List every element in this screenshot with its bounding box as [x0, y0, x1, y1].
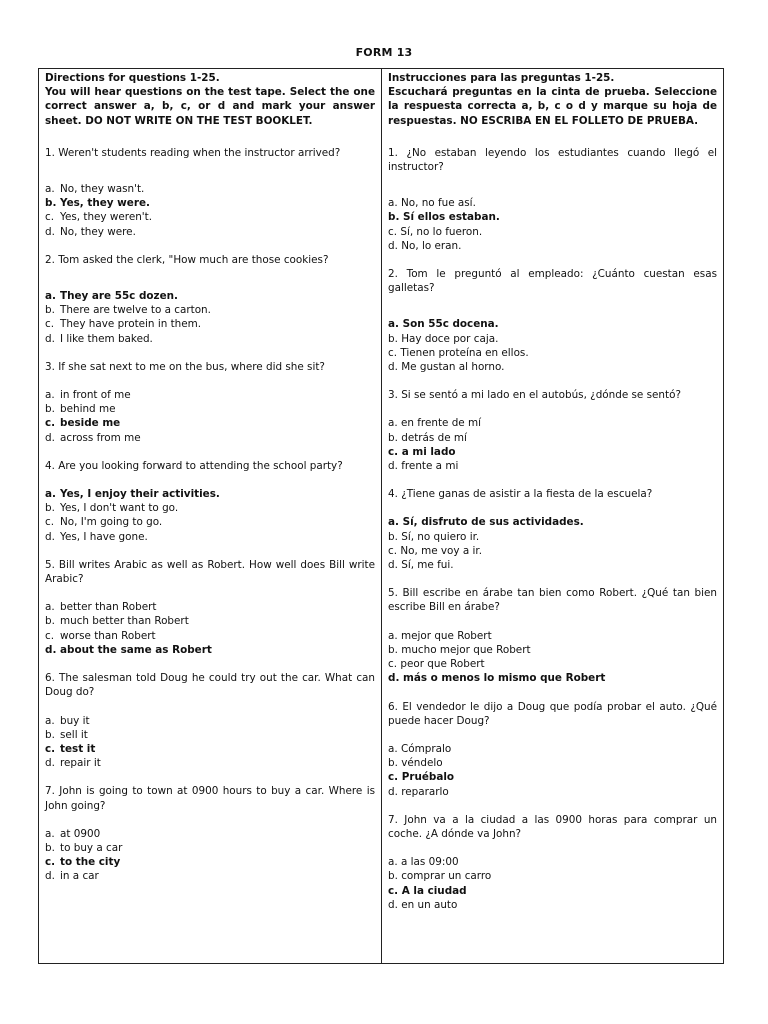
answer-option-b — [45, 614, 375, 628]
option-letter: b. — [45, 502, 55, 515]
option-letter: b. — [45, 197, 57, 210]
option-text: No, lo eran. — [401, 239, 462, 252]
option-letter: d. — [388, 898, 398, 911]
question-text: 2. Tom asked the clerk, "How much are those cookies? — [45, 253, 329, 266]
option-text: across from me — [60, 431, 141, 444]
option-text: buy it — [60, 714, 90, 727]
option-letter: b. — [388, 870, 398, 883]
answer-option-c — [45, 629, 375, 643]
answer-option-a — [45, 714, 375, 728]
option-letter: b. — [388, 431, 398, 444]
option-text: Cómpralo — [400, 742, 452, 755]
option-text: a las 09:00 — [400, 856, 459, 869]
answer-option-d — [388, 360, 717, 374]
answer-option-c — [388, 884, 717, 898]
answer-option-b — [388, 431, 717, 445]
option-text: Hay doce por caja. — [401, 332, 499, 345]
option-letter: c. — [45, 516, 55, 529]
directions-body: You will hear questions on the test tape. Select the one correct answer a, b, c, or d and mark your answer sheet. DO NOT WRITE ON THE TEST BOOKLET. — [45, 86, 375, 127]
answer-option-b — [45, 402, 375, 416]
option-letter: d. — [45, 870, 55, 883]
question-block — [45, 558, 375, 657]
english-directions — [45, 71, 375, 128]
option-letter: c. — [388, 225, 398, 238]
option-letter: d. — [388, 559, 398, 572]
option-letter: b. — [388, 643, 398, 656]
answer-option-a — [388, 742, 717, 756]
option-letter: b. — [45, 304, 55, 317]
option-letter: a. — [388, 197, 398, 210]
option-letter: a. — [388, 417, 398, 430]
option-letter: a. — [388, 856, 398, 869]
option-text: Sí, no quiero ir. — [401, 530, 480, 543]
answer-options — [388, 742, 717, 799]
question-text: 7. John va a la ciudad a las 0900 horas para comprar un coche. ¿A dónde va John? — [388, 813, 717, 840]
question-text: 4. ¿Tiene ganas de asistir a la fiesta de la escuela? — [388, 488, 653, 501]
option-text: No, they wasn't. — [60, 183, 145, 196]
answer-option-a — [45, 289, 375, 303]
option-text: better than Robert — [60, 601, 157, 614]
option-letter: d. — [45, 225, 55, 238]
question-text: 5. Bill writes Arabic as well as Robert. How well does Bill write Arabic? — [45, 558, 375, 586]
answer-options — [388, 317, 717, 374]
question-text: 3. Si se sentó a mi lado en el autobús, ¿dónde se sentó? — [388, 389, 681, 402]
answer-option-d — [45, 643, 375, 657]
option-letter: d. — [388, 672, 400, 685]
question-block — [388, 487, 717, 572]
option-text: No, they were. — [60, 225, 136, 238]
question-block — [388, 267, 717, 374]
answer-option-c — [45, 515, 375, 529]
option-text: Sí, me fui. — [401, 559, 454, 572]
answer-option-b — [45, 501, 375, 515]
question-text: 1. ¿No estaban leyendo los estudiantes cuando llegó el instructor? — [388, 146, 717, 174]
option-letter: d. — [388, 239, 398, 252]
option-text: Sí, no lo fueron. — [400, 225, 483, 238]
answer-option-a — [45, 827, 375, 841]
directions-body: Escuchará preguntas en la cinta de prueba. Seleccione la respuesta correcta a, b, c o d y marque su hoja de respuestas. NO ESCRIBA EN EL FOLLETO DE PRUEBA. — [388, 86, 717, 127]
option-text: test it — [60, 742, 96, 755]
question-block — [45, 360, 375, 445]
option-text: They are 55c dozen. — [60, 290, 178, 303]
option-letter: a. — [45, 389, 55, 402]
option-letter: a. — [388, 318, 399, 331]
spanish-questions — [388, 146, 717, 912]
option-text: a mi lado — [401, 445, 456, 458]
option-letter: c. — [45, 417, 56, 430]
question-block — [388, 146, 717, 253]
answer-option-a — [388, 317, 717, 331]
answer-options — [388, 855, 717, 912]
option-letter: a. — [45, 601, 55, 614]
option-letter: a. — [45, 714, 55, 727]
answer-option-d — [388, 785, 717, 799]
option-letter: c. — [45, 856, 56, 869]
answer-option-a — [45, 388, 375, 402]
option-text: Yes, I enjoy their activities. — [60, 488, 220, 501]
question-block — [45, 146, 375, 239]
question-text: 4. Are you looking forward to attending the school party? — [45, 459, 343, 472]
option-letter: c. — [388, 658, 398, 671]
question-block — [388, 388, 717, 473]
option-text: sell it — [60, 728, 88, 741]
option-text: I like them baked. — [60, 332, 153, 345]
directions-heading: Directions for questions 1-25. — [45, 72, 220, 84]
option-letter: d. — [45, 332, 55, 345]
option-letter: b. — [388, 757, 398, 770]
option-text: comprar un carro — [401, 870, 492, 883]
answer-option-d — [388, 239, 717, 253]
answer-option-c — [45, 416, 375, 430]
option-letter: a. — [388, 629, 398, 642]
question-block — [388, 700, 717, 799]
option-letter: c. — [388, 544, 398, 557]
answer-options — [45, 487, 375, 544]
answer-option-a — [388, 855, 717, 869]
option-letter: b. — [45, 615, 55, 628]
option-letter: b. — [45, 841, 55, 854]
english-column — [39, 69, 382, 963]
option-text: en frente de mí — [400, 417, 482, 430]
option-letter: b. — [388, 530, 398, 543]
answer-option-c — [388, 657, 717, 671]
answer-option-c — [388, 544, 717, 558]
option-text: No, me voy a ir. — [400, 544, 483, 557]
answer-option-d — [45, 530, 375, 544]
answer-options — [388, 629, 717, 686]
option-text: They have protein in them. — [60, 318, 202, 331]
option-letter: d. — [388, 785, 398, 798]
answer-option-c — [45, 742, 375, 756]
answer-option-b — [45, 196, 375, 210]
answer-option-c — [388, 770, 717, 784]
spanish-directions — [388, 71, 717, 128]
answer-option-a — [45, 487, 375, 501]
answer-option-a — [45, 182, 375, 196]
question-text: 6. The salesman told Doug he could try out the car. What can Doug do? — [45, 672, 375, 699]
option-text: worse than Robert — [60, 629, 156, 642]
option-text: mucho mejor que Robert — [401, 643, 531, 656]
option-text: in front of me — [60, 389, 131, 402]
option-text: Sí, disfruto de sus actividades. — [402, 516, 584, 529]
option-letter: c. — [388, 771, 399, 784]
option-text: Sí ellos estaban. — [403, 211, 500, 224]
option-letter: a. — [388, 516, 399, 529]
option-text: A la ciudad — [401, 884, 467, 897]
option-letter: d. — [388, 361, 398, 374]
question-text: 7. John is going to town at 0900 hours to buy a car. Where is John going? — [45, 785, 375, 812]
directions-heading: Instrucciones para las preguntas 1-25. — [388, 72, 615, 84]
answer-options — [388, 196, 717, 253]
answer-option-c — [45, 855, 375, 869]
option-text: Yes, they were. — [60, 197, 150, 210]
answer-options — [388, 416, 717, 473]
option-text: Pruébalo — [401, 771, 455, 784]
option-text: véndelo — [401, 757, 443, 770]
answer-options — [45, 600, 375, 657]
question-block — [388, 813, 717, 912]
answer-option-c — [45, 210, 375, 224]
option-text: peor que Robert — [400, 658, 485, 671]
option-letter: c. — [45, 629, 55, 642]
option-text: about the same as Robert — [60, 643, 212, 656]
option-letter: b. — [388, 211, 400, 224]
option-letter: b. — [45, 728, 55, 741]
question-block — [45, 459, 375, 544]
answer-option-d — [388, 898, 717, 912]
question-table — [38, 68, 724, 964]
option-text: No, no fue así. — [400, 197, 476, 210]
answer-option-b — [388, 869, 717, 883]
question-block — [45, 784, 375, 883]
answer-option-a — [388, 629, 717, 643]
option-text: Tienen proteína en ellos. — [400, 346, 529, 359]
answer-options — [45, 388, 375, 445]
question-text: 5. Bill escribe en árabe tan bien como Robert. ¿Qué tan bien escribe Bill en árabe? — [388, 587, 717, 614]
option-text: repair it — [60, 757, 101, 770]
option-letter: a. — [388, 742, 398, 755]
answer-option-b — [45, 841, 375, 855]
option-letter: b. — [45, 403, 55, 416]
option-letter: d. — [388, 460, 398, 473]
option-letter: d. — [45, 757, 55, 770]
option-text: Me gustan al horno. — [401, 361, 505, 374]
answer-option-d — [388, 558, 717, 572]
option-text: to the city — [60, 856, 121, 869]
question-text: 1. Weren't students reading when the instructor arrived? — [45, 146, 341, 159]
answer-option-b — [388, 332, 717, 346]
option-letter: d. — [45, 643, 57, 656]
option-text: en un auto — [401, 898, 458, 911]
answer-options — [45, 289, 375, 346]
answer-option-a — [388, 515, 717, 529]
option-text: Yes, I don't want to go. — [60, 502, 179, 515]
option-letter: c. — [388, 884, 399, 897]
answer-options — [388, 515, 717, 572]
question-text: 2. Tom le preguntó al empleado: ¿Cuánto cuestan esas galletas? — [388, 268, 717, 295]
answer-option-b — [45, 728, 375, 742]
option-letter: c. — [388, 445, 399, 458]
option-text: Yes, they weren't. — [60, 211, 153, 224]
option-letter: c. — [388, 346, 398, 359]
option-text: There are twelve to a carton. — [60, 304, 211, 317]
question-block — [388, 586, 717, 685]
answer-option-b — [45, 303, 375, 317]
answer-option-c — [388, 445, 717, 459]
answer-option-d — [45, 869, 375, 883]
option-text: at 0900 — [60, 827, 101, 840]
answer-options — [45, 182, 375, 239]
answer-option-d — [45, 332, 375, 346]
option-letter: a. — [45, 183, 55, 196]
option-letter: b. — [388, 332, 398, 345]
option-letter: c. — [45, 318, 55, 331]
option-text: beside me — [60, 417, 121, 430]
answer-option-d — [45, 431, 375, 445]
option-text: much better than Robert — [60, 615, 189, 628]
option-letter: d. — [45, 530, 55, 543]
question-text: 6. El vendedor le dijo a Doug que podía probar el auto. ¿Qué puede hacer Doug? — [388, 700, 717, 727]
answer-option-a — [388, 416, 717, 430]
answer-option-d — [388, 671, 717, 685]
answer-option-d — [45, 225, 375, 239]
answer-option-d — [388, 459, 717, 473]
option-text: Son 55c docena. — [402, 318, 499, 331]
option-text: No, I'm going to go. — [60, 516, 163, 529]
option-text: mejor que Robert — [400, 629, 492, 642]
answer-option-c — [388, 346, 717, 360]
answer-option-b — [388, 643, 717, 657]
option-text: in a car — [60, 870, 99, 883]
answer-options — [45, 827, 375, 884]
option-letter: a. — [45, 290, 56, 303]
question-block — [45, 253, 375, 346]
answer-options — [45, 714, 375, 771]
question-block — [45, 671, 375, 770]
english-questions — [45, 146, 375, 884]
form-title: FORM 13 — [355, 46, 413, 59]
option-text: repararlo — [401, 785, 449, 798]
answer-option-d — [45, 756, 375, 770]
option-text: más o menos lo mismo que Robert — [403, 672, 606, 685]
option-text: detrás de mí — [401, 431, 467, 444]
answer-option-c — [388, 225, 717, 239]
option-letter: c. — [45, 742, 56, 755]
spanish-column — [382, 69, 723, 963]
question-text: 3. If she sat next to me on the bus, where did she sit? — [45, 360, 325, 373]
option-letter: c. — [45, 211, 55, 224]
answer-option-a — [45, 600, 375, 614]
option-letter: d. — [45, 431, 55, 444]
option-text: behind me — [60, 403, 116, 416]
answer-option-b — [388, 756, 717, 770]
option-letter: a. — [45, 827, 55, 840]
answer-option-b — [388, 210, 717, 224]
answer-option-c — [45, 317, 375, 331]
option-letter: a. — [45, 488, 56, 501]
option-text: to buy a car — [60, 841, 123, 854]
answer-option-a — [388, 196, 717, 210]
option-text: Yes, I have gone. — [60, 530, 148, 543]
option-text: frente a mi — [401, 460, 459, 473]
answer-option-b — [388, 530, 717, 544]
